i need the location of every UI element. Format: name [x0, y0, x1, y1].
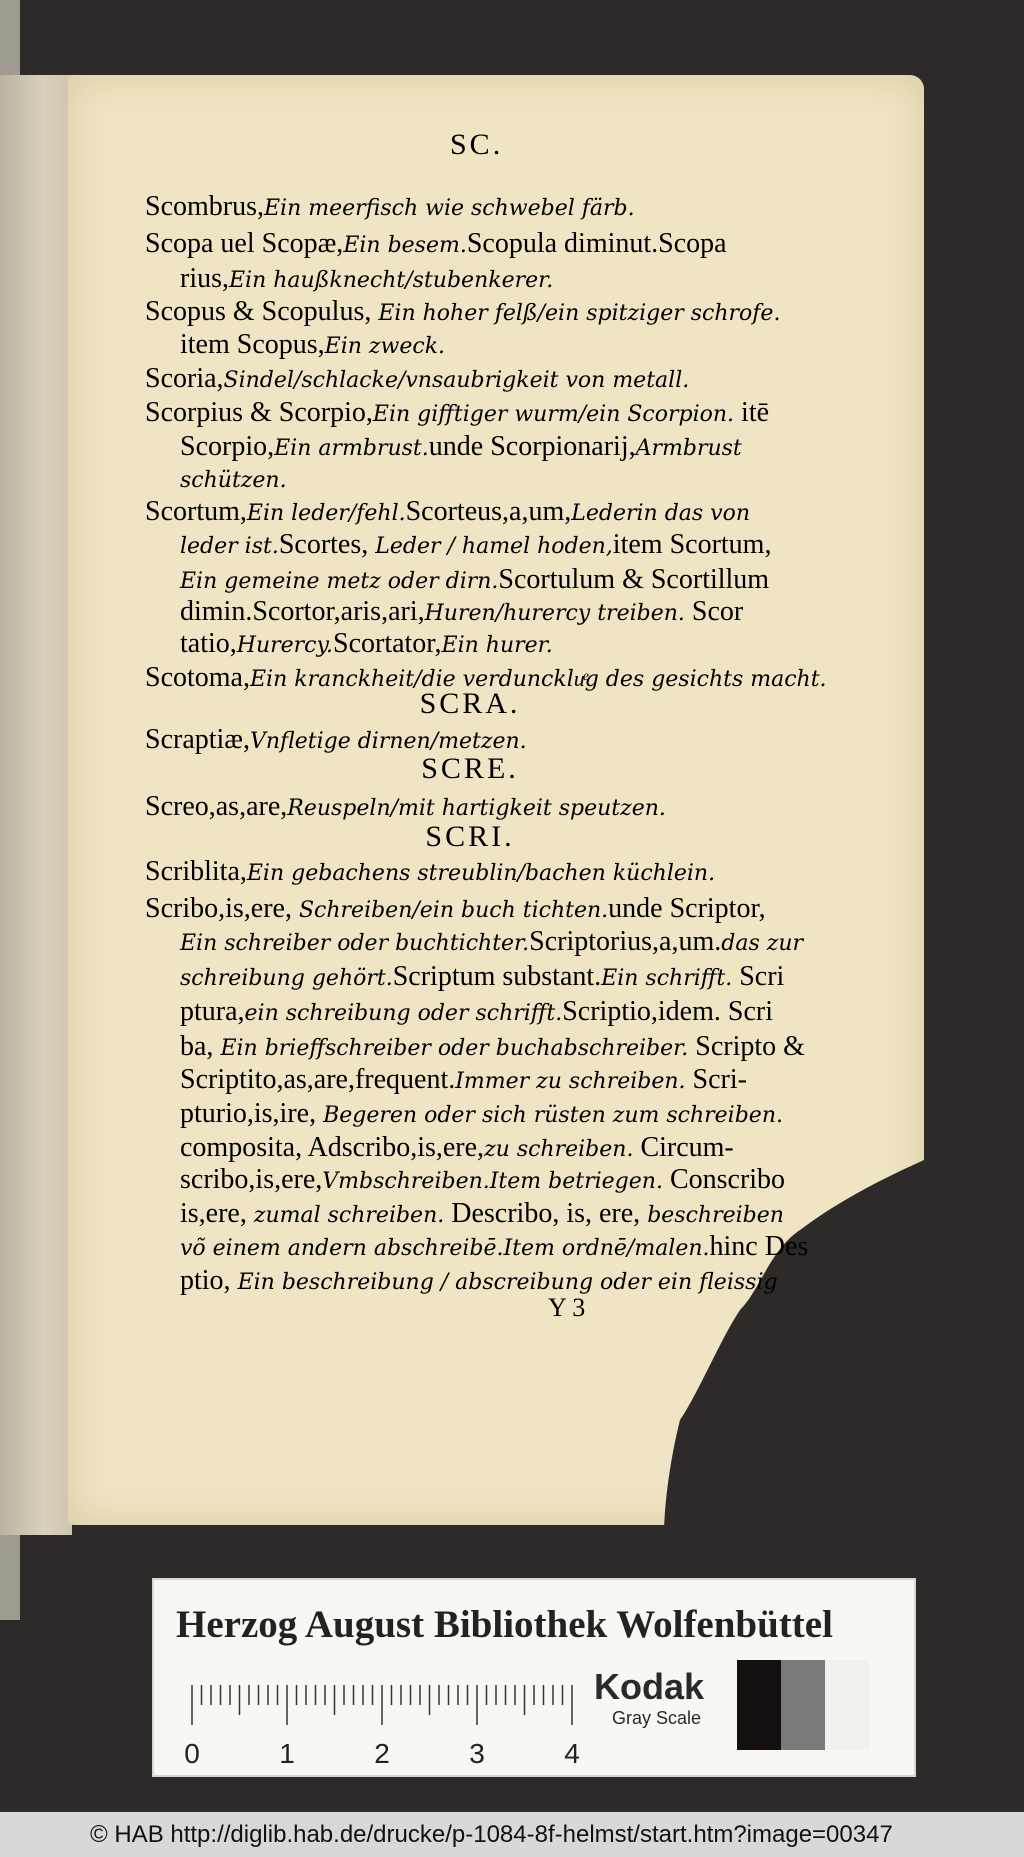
latin-text: Scombrus,: [145, 191, 264, 222]
german-text: Immer zu schreiben.: [455, 1069, 686, 1094]
latin-text: Scriptio,idem. Scri: [562, 996, 773, 1027]
german-text: Ein gebachens streublin/bachen küchlein.: [246, 861, 716, 886]
text-line: [180, 627, 553, 662]
latin-text: Scortator,: [333, 628, 442, 659]
german-text: Ein beschreibung / abscreibung oder ein fleissig: [237, 1270, 778, 1295]
latin-text: Circum-: [633, 1132, 734, 1163]
latin-text: Scopus & Scopulus,: [145, 296, 372, 327]
text-line: [180, 528, 771, 563]
german-text: Ein hoher felß/ein spitziger schrofe.: [371, 301, 781, 326]
text-line: [180, 960, 784, 995]
page-header: SC.: [450, 128, 504, 161]
latin-text: Scopa uel Scopæ,: [145, 228, 344, 259]
german-text: Ein schreiber oder buchtichter.: [180, 931, 530, 956]
latin-text: Scriptito,as,are,frequent.: [180, 1064, 456, 1095]
latin-text: Scortulum & Scortillum: [498, 564, 770, 595]
german-text: zumal schreiben.: [253, 1203, 445, 1228]
german-text: võ einem andern abschreibē.Item ordnē/malen.: [180, 1236, 710, 1261]
latin-text: Scriblita,: [145, 856, 247, 887]
latin-text: pturio,is,ire,: [180, 1098, 324, 1129]
ruler-number: 4: [564, 1738, 580, 1769]
footer-bar: [0, 1812, 1024, 1857]
german-text: Ein kranckheit/die verdunckluͤg des gesichts macht.: [250, 667, 827, 692]
latin-text: scribo,is,ere,: [180, 1164, 323, 1195]
latin-text: Scri-: [685, 1064, 747, 1095]
latin-text: item Scortum,: [612, 529, 772, 560]
text-line: [180, 1131, 734, 1166]
footer-credit: © HAB http://diglib.hab.de/drucke/p-1084-8f-helmst/start.htm?image=00347: [90, 1821, 893, 1848]
latin-text: Scorpio,: [180, 431, 275, 462]
ruler-number: 1: [279, 1738, 295, 1769]
latin-text: hinc Des: [709, 1231, 809, 1262]
ruler-number: 0: [184, 1738, 200, 1769]
german-text: Armbrust: [635, 436, 742, 461]
latin-text: Scribo,is,ere,: [145, 893, 299, 924]
text-line: [145, 892, 766, 927]
color-chart: [152, 1578, 916, 1777]
latin-text: Scraptiæ,: [145, 724, 250, 755]
german-text: Ein schrifft.: [601, 966, 733, 991]
german-text: das zur: [721, 931, 804, 956]
german-text: Ein gemeine metz oder dirn.: [180, 569, 499, 594]
gray-scale-label: Gray Scale: [612, 1708, 702, 1728]
german-text: leder ist.: [180, 534, 279, 559]
text-line: [180, 430, 742, 465]
section-heading-scre: SCRE.: [421, 752, 519, 785]
text-line: [145, 396, 769, 431]
german-text: Lederin das von: [571, 501, 751, 526]
text-line: [180, 563, 769, 598]
german-text: Reuspeln/mit hartigkeit speutzen.: [287, 796, 666, 821]
latin-text: Describo, is, ere,: [444, 1198, 648, 1229]
latin-text: unde Scorpionarij,: [428, 431, 636, 462]
library-name: Herzog August Bibliothek Wolfenbüttel: [176, 1603, 833, 1646]
ruler: [182, 1675, 622, 1770]
german-text: Ein besem.: [343, 233, 467, 258]
text-line: [180, 925, 803, 960]
text-line: [180, 1197, 784, 1232]
latin-text: composita, Adscribo,is,ere,: [180, 1132, 485, 1163]
german-text: Leder / hamel hoden,: [375, 534, 613, 559]
german-text: zu schreiben.: [484, 1137, 634, 1162]
latin-text: Scriptorius,a,um.: [529, 926, 722, 957]
german-text: ein schreibung oder schrifft.: [244, 1001, 563, 1026]
latin-text: Conscribo: [662, 1164, 786, 1195]
german-text: schützen.: [180, 468, 287, 493]
text-line: [180, 1063, 747, 1098]
german-text: Ein zweck.: [324, 334, 446, 359]
german-text: Ein hurer.: [441, 633, 553, 658]
german-text: Ein brieffschreiber oder buchabschreiber.: [220, 1036, 689, 1061]
latin-text: Scri: [732, 961, 785, 992]
signature-mark: Y 3: [548, 1293, 586, 1322]
swatch-gray: [781, 1660, 825, 1750]
latin-text: Scriptum substant.: [392, 961, 602, 992]
latin-text: is,ere,: [180, 1198, 254, 1229]
latin-text: ptio,: [180, 1265, 238, 1296]
text-line: [180, 1230, 808, 1265]
kodak-logo: Kodak: [594, 1666, 705, 1707]
german-text: Ein gifftiger wurm/ein Scorpion.: [372, 402, 735, 427]
latin-text: rius,: [180, 263, 229, 294]
german-text: Hurercy.: [236, 633, 333, 658]
ruler-number: 3: [469, 1738, 485, 1769]
text-line: [180, 1097, 783, 1132]
text-line: [145, 190, 635, 225]
german-text: beschreiben: [647, 1203, 784, 1228]
latin-text: Scopula diminut.Scopa: [466, 228, 727, 259]
text-line: [180, 1030, 805, 1065]
german-text: Schreiben/ein buch tichten.: [298, 898, 609, 923]
text-line: [180, 1163, 785, 1198]
swatch-black: [737, 1660, 781, 1750]
latin-text: dimin.Scortor,aris,ari,: [180, 596, 425, 627]
latin-text: tatio,: [180, 628, 237, 659]
latin-text: Screo,as,are,: [145, 791, 288, 822]
german-text: Ein meerfisch wie schwebel färb.: [264, 196, 635, 221]
text-line: [145, 855, 715, 890]
latin-text: ba,: [180, 1031, 221, 1062]
text-line: [145, 295, 780, 330]
latin-text: Scor: [684, 596, 744, 627]
latin-text: Scoria,: [145, 363, 224, 394]
latin-text: ptura,: [180, 996, 245, 1027]
german-text: Ein haußknecht/stubenkerer.: [229, 268, 554, 293]
text-line: [180, 595, 743, 630]
text-line: [180, 262, 553, 297]
german-text: Begeren oder sich rüsten zum schreiben.: [323, 1103, 783, 1128]
latin-text: Scortum,: [145, 496, 247, 527]
latin-text: Scortes,: [278, 529, 376, 560]
ruler-number: 2: [374, 1738, 390, 1769]
german-text: Ein leder/fehl.: [246, 501, 406, 526]
section-heading-scri: SCRI.: [425, 820, 515, 853]
text-line: [180, 462, 287, 497]
latin-text: unde Scriptor,: [608, 893, 766, 924]
german-text: schreibung gehört.: [180, 966, 393, 991]
section-heading-scra: SCRA.: [419, 687, 521, 720]
swatch-white: [825, 1660, 869, 1750]
text-line: [145, 362, 689, 397]
german-text: Sindel/schlacke/vnsaubrigkeit von metall.: [223, 368, 690, 393]
german-text: Vmbschreiben.Item betriegen.: [322, 1169, 663, 1194]
german-text: Vnfletige dirnen/metzen.: [250, 729, 527, 754]
text-line: [145, 495, 750, 530]
german-text: Ein armbrust.: [274, 436, 429, 461]
latin-text: Scotoma,: [145, 662, 250, 693]
latin-text: Scorteus,a,um,: [405, 496, 572, 527]
latin-text: Scripto &: [688, 1031, 805, 1062]
german-text: Huren/hurercy treiben.: [424, 601, 685, 626]
text-line: [145, 227, 727, 262]
latin-text: Scorpius & Scorpio,: [145, 397, 373, 428]
text-line: [180, 328, 445, 363]
text-line: [180, 995, 773, 1030]
latin-text: itē: [734, 397, 770, 428]
latin-text: item Scopus,: [180, 329, 325, 360]
text-line: [180, 1264, 778, 1299]
